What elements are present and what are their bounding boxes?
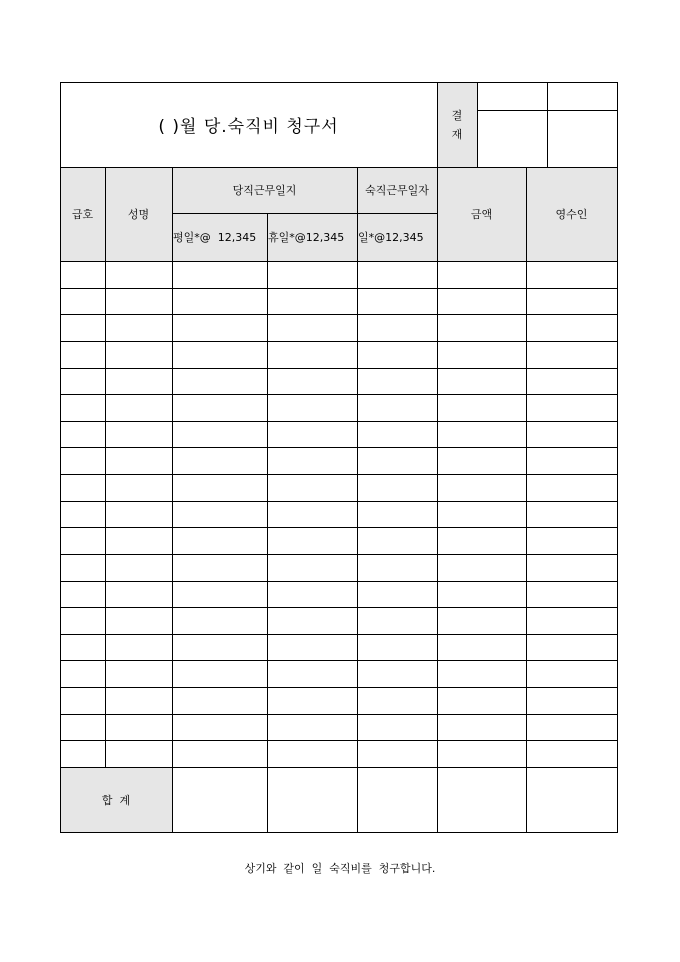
- header-duty-days: [172, 167, 357, 213]
- h-rule: [60, 288, 618, 289]
- v-rule: [437, 167, 438, 833]
- h-rule: [60, 447, 618, 448]
- table-row: [60, 660, 617, 687]
- total-label-cell: [60, 767, 172, 832]
- table-row: [60, 740, 617, 767]
- h-rule: [60, 394, 618, 395]
- v-rule: [617, 82, 618, 833]
- v-rule: [105, 261, 106, 768]
- v-rule: [526, 167, 527, 833]
- table-row: [60, 527, 617, 554]
- header-night-rate-text: 일*@12,345: [358, 231, 424, 244]
- v-rule: [357, 167, 358, 833]
- h-rule: [60, 832, 618, 833]
- header-night-days: [357, 167, 437, 213]
- table-row: [60, 501, 617, 528]
- table-row: [60, 581, 617, 608]
- table-row: [60, 341, 617, 368]
- header-name-text: 성명: [127, 208, 150, 221]
- table-row: [60, 447, 617, 474]
- h-rule: [60, 767, 618, 768]
- h-rule: [60, 714, 618, 715]
- table-row: [60, 634, 617, 661]
- table-row: [60, 714, 617, 741]
- h-rule: [60, 527, 618, 528]
- v-rule: [105, 167, 106, 262]
- closing-statement: 상기와 같이 일 숙직비를 청구합니다.: [244, 862, 436, 875]
- form-title: [60, 82, 437, 167]
- h-rule: [60, 368, 618, 369]
- header-holiday-rate: [267, 213, 357, 261]
- table-row: [60, 607, 617, 634]
- table-row: [60, 288, 617, 315]
- header-night-rate: [357, 213, 437, 261]
- h-rule: [60, 261, 618, 262]
- total-label: 합 계: [101, 793, 131, 807]
- h-rule: [60, 314, 618, 315]
- h-rule: [60, 341, 618, 342]
- v-rule: [547, 82, 548, 168]
- h-rule: [60, 501, 618, 502]
- approval-label-1: 결: [451, 108, 463, 122]
- h-rule: [60, 474, 618, 475]
- table-row: [60, 394, 617, 421]
- table-row: [60, 368, 617, 395]
- header-holiday-rate-text: 휴일*@12,345: [268, 231, 345, 244]
- table-row: [60, 554, 617, 581]
- form-title-text: ( )월 당.숙직비 청구서: [158, 117, 339, 137]
- table-row: [60, 421, 617, 448]
- header-amount: [437, 167, 526, 261]
- h-rule: [60, 167, 618, 168]
- h-rule: [60, 687, 618, 688]
- table-row: [60, 314, 617, 341]
- v-rule: [60, 82, 61, 833]
- h-rule: [60, 581, 618, 582]
- header-name: [105, 167, 172, 261]
- h-rule: [60, 607, 618, 608]
- table-row: [60, 261, 617, 288]
- header-grade-text: 급호: [71, 208, 94, 221]
- header-night-days-text: 숙직근무일자: [365, 184, 429, 197]
- h-rule: [60, 554, 618, 555]
- h-rule: [60, 634, 618, 635]
- v-rule: [437, 82, 438, 168]
- v-rule: [477, 82, 478, 168]
- header-grade: [60, 167, 105, 261]
- header-amount-text: 금액: [470, 208, 493, 221]
- header-weekday-rate: [172, 213, 267, 261]
- h-rule: [60, 421, 618, 422]
- approval-label-cell: [437, 82, 477, 167]
- h-rule: [60, 740, 618, 741]
- h-rule: [60, 660, 618, 661]
- header-duty-days-text: 당직근무일지: [232, 184, 297, 197]
- header-receipt-text: 영수인: [555, 208, 588, 221]
- h-rule: [60, 82, 618, 83]
- table-row: [60, 474, 617, 501]
- v-rule: [172, 167, 173, 833]
- table-row: [60, 687, 617, 714]
- h-rule: [172, 213, 438, 214]
- header-weekday-rate-text: 평일*@ 12,345: [173, 231, 257, 244]
- approval-label-2: 재: [451, 127, 463, 141]
- h-rule: [477, 110, 618, 111]
- header-receipt: [526, 167, 617, 261]
